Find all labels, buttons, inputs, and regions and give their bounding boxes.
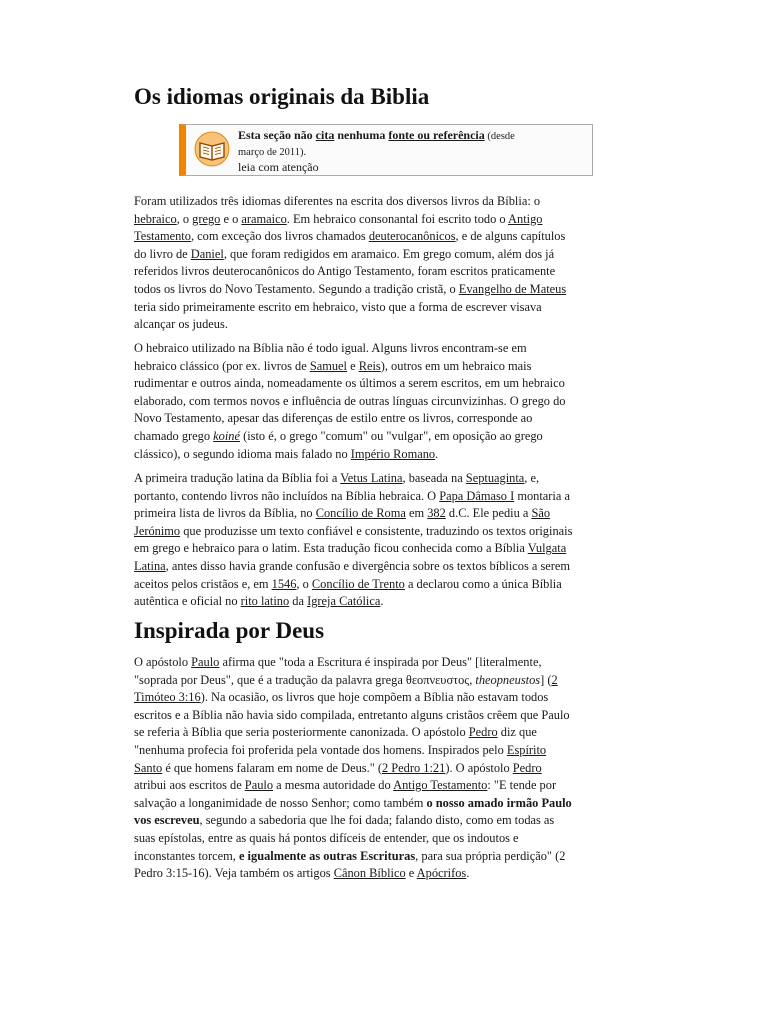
text-run: , e,	[524, 471, 540, 485]
text-link[interactable]: Timóteo 3:16	[134, 690, 201, 705]
notice-text	[238, 128, 588, 174]
text-run: teria sido primeiramente escrito em hebraico, visto que a forma de escrever visava	[134, 299, 542, 314]
text-run: da	[289, 594, 308, 609]
text-link[interactable]: hebraico	[134, 211, 177, 226]
text-run: . Em hebraico consonantal foi escrito todo o	[286, 211, 509, 226]
text-run: A primeira tradução latina da Bíblia foi a	[134, 471, 341, 485]
text-line	[134, 505, 634, 523]
text-line	[134, 340, 634, 358]
text-run: todos os livros do Novo Testamento. Segundo a tradição cristã, o	[134, 281, 459, 296]
text-run: a mesma autoridade do	[273, 778, 394, 793]
text-run: .	[380, 594, 384, 609]
text-run: theopneustos	[475, 672, 541, 687]
text-line	[134, 193, 634, 211]
text-run: , para sua própria perdição" (2	[415, 848, 566, 863]
text-line	[134, 707, 634, 725]
text-run: escritos e a Bíblia não havia sido compilada, entretanto alguns cristãos crêem que Paulo	[134, 707, 570, 722]
text-line	[134, 263, 634, 281]
text-line	[134, 211, 634, 229]
paragraph-hebrew-varieties	[134, 340, 634, 463]
text-run: aceitos pelos cristãos e, em	[134, 576, 272, 591]
text-run: inconstantes torcem,	[134, 848, 239, 863]
paragraph-inspiration	[134, 654, 634, 883]
text-run: , que foram redigidos em aramaico. Em grego comum, além dos já	[223, 246, 555, 261]
notice-line-1	[238, 128, 588, 144]
text-link[interactable]: Cânon Bíblico	[333, 866, 406, 881]
text-run: O apóstolo	[134, 655, 192, 669]
text-run: Esta seção não	[238, 128, 316, 142]
text-run: autêntica e oficial no	[134, 594, 241, 609]
text-link[interactable]: Pedro	[512, 760, 542, 775]
text-run: atribui aos escritos de	[134, 778, 245, 793]
text-run: que produzisse um texto confiável e consistente, traduzindo os textos originais	[180, 523, 573, 538]
text-run: O hebraico utilizado na Bíblia não é todo igual. Alguns livros encontram-se em	[134, 341, 527, 355]
text-line	[134, 558, 634, 576]
text-run: leia com atenção	[238, 160, 319, 174]
text-run: vos escreveu	[134, 813, 200, 828]
text-run: a declarou como a única Bíblia	[404, 576, 562, 591]
text-link[interactable]: Paulo	[244, 778, 274, 793]
text-run: primeira lista de livros da Bíblia, no	[134, 506, 316, 521]
text-line	[134, 689, 634, 707]
text-run: , e de alguns capítulos	[455, 229, 566, 244]
text-link[interactable]: Evangelho de Mateus	[458, 281, 567, 296]
text-run: ), outros em um hebraico mais	[380, 358, 532, 373]
text-line	[134, 576, 634, 594]
text-line	[134, 848, 634, 866]
paragraph-latin-translation	[134, 470, 634, 611]
text-line	[134, 446, 634, 464]
text-line	[134, 428, 634, 446]
text-run: "soprada por Deus", que é a tradução da palavra grega θεοπνευστος,	[134, 672, 476, 687]
text-link[interactable]: Latina	[134, 558, 166, 573]
open-book-icon	[194, 131, 230, 167]
text-line	[134, 742, 634, 760]
text-line	[134, 672, 634, 690]
text-line	[134, 281, 634, 299]
text-run: : "E tende por	[487, 778, 557, 793]
section-heading-original-languages: Os idiomas originais da Biblia	[134, 84, 430, 109]
text-run: alcançar os judeus.	[134, 317, 228, 332]
text-line	[134, 812, 634, 830]
text-link[interactable]: São	[531, 506, 551, 521]
text-line	[134, 540, 634, 558]
text-run: d.C. Ele pediu a	[445, 506, 532, 521]
text-link[interactable]: Império Romano	[350, 446, 436, 461]
text-link[interactable]: 1546	[271, 576, 297, 591]
text-line	[134, 777, 634, 795]
text-link[interactable]: Paulo	[191, 655, 220, 669]
text-run: chamado grego	[134, 428, 214, 443]
text-line	[134, 523, 634, 541]
text-link[interactable]: grego	[192, 211, 221, 226]
text-link[interactable]: aramaico	[241, 211, 287, 226]
text-line	[134, 488, 634, 506]
text-line	[134, 654, 634, 672]
text-run: o nosso amado irmão Paulo	[426, 795, 572, 810]
text-run: do livro de	[134, 246, 191, 261]
text-run: .	[435, 446, 439, 461]
text-run: elaborado, com termos novos e influência de outras línguas circunvizinhas. O grego do	[134, 393, 566, 408]
text-run: ). O apóstolo	[445, 760, 513, 775]
paragraph-languages	[134, 193, 634, 334]
notice-line-2	[238, 144, 588, 160]
text-link[interactable]: Concílio de Roma	[315, 506, 406, 521]
text-run: e	[347, 358, 359, 373]
text-run: "nenhuma profecia foi proferida pela vontade dos homens. Inspirados pelo	[134, 742, 507, 757]
text-run: ] (	[540, 672, 552, 687]
text-run: ). Na ocasião, os livros que hoje compõem a Bíblia não estavam todos	[200, 690, 549, 705]
text-link[interactable]: cita	[315, 128, 335, 142]
text-run: é que homens falaram em nome de Deus." (	[162, 760, 382, 775]
text-link[interactable]: Vetus Latina	[340, 471, 403, 485]
text-line	[134, 760, 634, 778]
text-run: rudimentar e outros ainda, nomeadamente os últimos a serem escritos, em um hebraico	[134, 376, 565, 391]
text-run: , com exceção dos livros chamados	[190, 229, 369, 244]
text-line	[134, 316, 634, 334]
text-link[interactable]: Santo	[134, 760, 163, 775]
text-link[interactable]: Papa Dâmaso I	[439, 488, 515, 503]
text-run: e o	[220, 211, 242, 226]
text-link[interactable]: Igreja Católica	[307, 594, 381, 609]
text-run: montaria a	[514, 488, 570, 503]
text-run: portanto, contendo livros não incluídos na Bíblia hebraica. O	[134, 488, 440, 503]
text-link[interactable]: Concílio de Trento	[311, 576, 405, 591]
citation-notice-box	[179, 124, 593, 176]
text-link[interactable]: Pedro	[468, 725, 498, 740]
text-line	[134, 830, 634, 848]
text-link[interactable]: 382	[427, 506, 446, 521]
text-line	[134, 375, 634, 393]
text-line	[134, 246, 634, 264]
text-link[interactable]: Testamento	[134, 229, 191, 244]
text-line	[134, 724, 634, 742]
text-link[interactable]: Reis	[358, 358, 381, 373]
text-run: referidos livros deuterocanônicos do Antigo Testamento, foram escritos praticamente	[134, 264, 556, 279]
text-run: e	[405, 866, 417, 881]
text-line	[134, 593, 634, 611]
text-link[interactable]: Daniel	[190, 246, 224, 261]
text-run: clássico), o segundo idioma mais falado no	[134, 446, 351, 461]
text-run: em	[405, 506, 428, 521]
text-run: afirma que "toda a Escritura é inspirada por Deus" [literalmente,	[219, 655, 542, 669]
text-link[interactable]: Septuaginta	[465, 471, 525, 485]
text-link[interactable]: Apócrifos	[416, 866, 467, 881]
text-run: Pedro 3:15-16). Veja também os artigos	[134, 866, 334, 881]
text-link[interactable]: rito latino	[240, 594, 290, 609]
text-line	[134, 865, 634, 883]
text-run: (isto é, o grego "comum" ou "vulgar", em oposição ao grego	[239, 428, 543, 443]
text-run: , segundo a sabedoria que lhe foi dada; falando disto, como em todas as	[199, 813, 555, 828]
text-line	[134, 470, 634, 488]
text-run: Foram utilizados três idiomas diferentes na escrita dos diversos livros da Bíblia: o	[134, 194, 541, 208]
text-line	[134, 228, 634, 246]
text-run: e igualmente as outras Escrituras	[238, 848, 416, 863]
text-line	[134, 393, 634, 411]
text-run: salvação a longanimidade de nosso Senhor; como também	[134, 795, 427, 810]
text-link[interactable]: Espírito	[506, 742, 547, 757]
text-run: março de 2011).	[238, 147, 307, 158]
text-run: suas epístolas, entre as quais há pontos difíceis de entender, que os indoutos e	[134, 830, 519, 845]
text-link[interactable]: 2	[551, 672, 558, 687]
text-run: , o	[176, 211, 193, 226]
text-run: Novo Testamento, apesar das diferenças de estilo entre os livros, corresponde ao	[134, 411, 533, 426]
text-link[interactable]: Jerónimo	[134, 523, 181, 538]
text-link[interactable]: Antigo	[508, 211, 543, 226]
section-heading-inspired: Inspirada por Deus	[134, 618, 325, 643]
text-line	[134, 410, 634, 428]
text-run: diz que	[497, 725, 537, 740]
text-run: , o	[296, 576, 312, 591]
text-line	[134, 795, 634, 813]
text-line	[134, 299, 634, 317]
text-link[interactable]: deuterocanônicos	[368, 229, 456, 244]
text-run: , antes disso havia grande confusão e divergência sobre os textos bíblicos a serem	[165, 558, 571, 573]
text-link[interactable]: Samuel	[309, 358, 347, 373]
text-run: se referia à Bíblia que seria posteriormente canonizada. O apóstolo	[134, 725, 469, 740]
text-run: em grego e hebraico para o latim. Esta tradução ficou conhecida como a Bíblia	[134, 541, 528, 556]
text-link[interactable]: Vulgata	[527, 541, 567, 556]
text-link[interactable]: Antigo Testamento	[393, 778, 488, 793]
text-link[interactable]: koiné	[213, 428, 240, 443]
text-run: nenhuma	[334, 128, 389, 142]
notice-line-3	[238, 160, 588, 174]
text-link[interactable]: fonte ou referência	[388, 128, 485, 142]
text-run: (desde	[484, 131, 515, 142]
text-run: .	[466, 866, 470, 881]
text-line	[134, 358, 634, 376]
text-link[interactable]: 2 Pedro 1:21	[382, 760, 446, 775]
text-run: hebraico clássico (por ex. livros de	[134, 358, 310, 373]
text-run: , baseada na	[402, 471, 466, 485]
